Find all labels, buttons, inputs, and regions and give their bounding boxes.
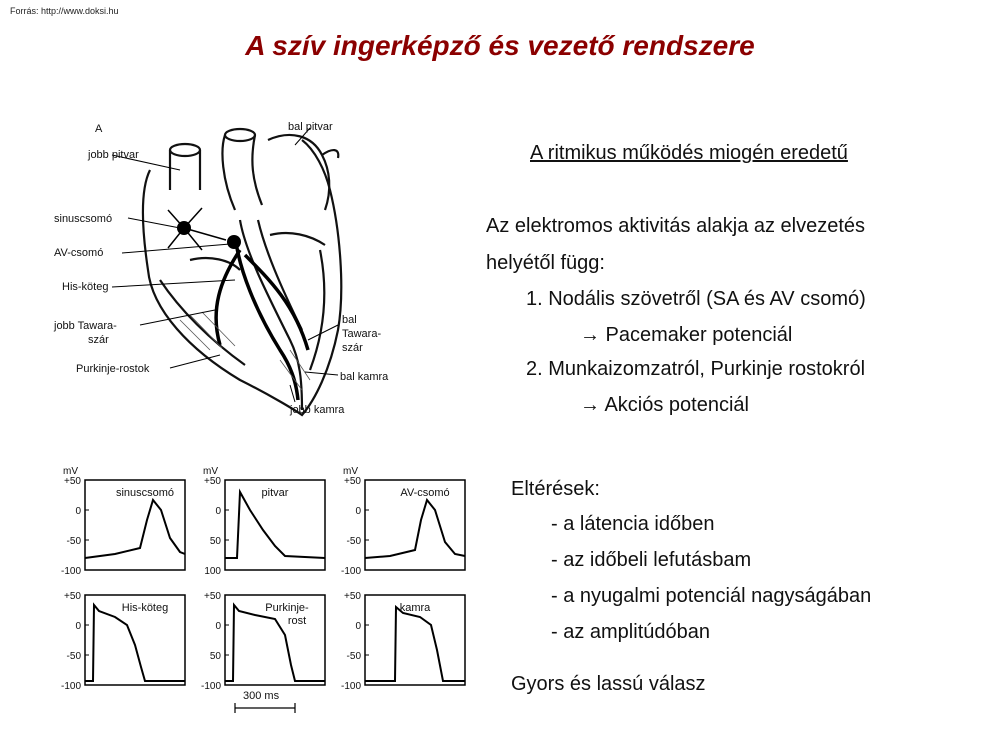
page-title: A szív ingerképző és vezető rendszere [245,30,755,61]
difference-item: - az amplitúdóban [551,621,710,643]
potential-panel [341,466,465,577]
axis-tick-label: +50 [204,591,221,602]
axis-tick-label: -100 [340,566,361,577]
axis-tick-label: +50 [344,591,361,602]
potential-panel [341,591,465,692]
potential-panel [201,591,325,692]
label-bal-kamra: bal kamra [340,371,389,383]
potential-curve [85,605,185,681]
panel-title: AV-csomó [400,487,450,499]
label-jobb-tawara-line1: jobb Tawara- [54,320,117,332]
paragraph-line-1: Az elektromos aktivitás alakja az elvezetés [486,215,866,237]
mv-axis-label: mV [203,466,218,477]
heart-conduction-diagram [40,110,430,430]
axis-tick-label: 0 [215,621,221,632]
closing-text: Gyors és lassú válasz [511,673,706,695]
panel-title: Purkinje- [265,602,309,614]
label-bal-tawara-line3: szár [342,342,363,354]
axis-tick-label: -100 [60,681,81,692]
item-1-result: → Pacemaker potenciál [580,324,793,346]
label-bal-pitvar: bal pitvar [288,121,333,133]
mv-axis-label: mV [343,466,358,477]
difference-item: - a látencia időben [551,513,715,535]
potential-curve [225,605,325,681]
potential-curve [85,500,185,558]
potential-curve [365,500,465,558]
axis-tick-label: 0 [75,506,81,517]
axis-tick-label: +50 [204,476,221,487]
action-potential-panels [30,450,470,720]
potential-panel [61,466,185,577]
potential-panel [61,591,185,692]
label-his-koteg: His-köteg [62,281,109,293]
label-purkinje: Purkinje-rostok [76,363,150,375]
panel-title: His-köteg [121,602,169,614]
axis-tick-label: 50 [209,651,221,662]
label-av-csomo: AV-csomó [54,247,104,259]
axis-tick-label: +50 [344,476,361,487]
panel-title-line2: rost [287,615,307,627]
label-sinuscsomo: sinuscsomó [54,213,113,225]
label-jobb-kamra: jobb kamra [290,404,345,416]
heart-panel-label: A [95,123,103,135]
potential-panel [203,466,325,577]
potential-curve [365,607,465,681]
item-2-result: → Akciós potenciál [580,394,749,416]
label-bal-tawara-line2: Tawara- [342,328,382,340]
panel-title: pitvar [261,487,289,499]
subtitle: A ritmikus működés miogén eredetű [530,142,848,164]
axis-tick-label: -50 [66,536,81,547]
panel-title: kamra [399,602,431,614]
time-scale-label: 300 ms [243,690,280,702]
paragraph-line-2: helyétől függ: [486,252,605,274]
mv-axis-label: mV [63,466,78,477]
item-2: 2. Munkaizomzatról, Purkinje rostokról [526,358,866,380]
label-bal-tawara-line1: bal [342,314,357,326]
label-jobb-tawara-line2: szár [88,334,109,346]
source-note: Forrás: http://www.doksi.hu [10,6,119,16]
panel-title: sinuscsomó [115,487,175,499]
axis-tick-label: 0 [355,506,361,517]
axis-tick-label: 0 [75,621,81,632]
axis-tick-label: 100 [204,566,221,577]
difference-item: - a nyugalmi potenciál nagyságában [551,585,872,607]
axis-tick-label: 0 [355,621,361,632]
item-1: 1. Nodális szövetről (SA és AV csomó) [526,288,866,310]
axis-tick-label: 0 [215,506,221,517]
axis-tick-label: -50 [346,536,361,547]
axis-tick-label: -100 [200,681,221,692]
axis-tick-label: -100 [60,566,81,577]
differences-title: Eltérések: [511,478,600,500]
axis-tick-label: -50 [346,651,361,662]
axis-tick-label: +50 [64,476,81,487]
axis-tick-label: +50 [64,591,81,602]
label-jobb-pitvar: jobb pitvar [88,149,139,161]
axis-tick-label: -50 [66,651,81,662]
difference-item: - az időbeli lefutásbam [551,549,752,571]
axis-tick-label: -100 [340,681,361,692]
potential-curve [225,492,325,558]
axis-tick-label: 50 [209,536,221,547]
